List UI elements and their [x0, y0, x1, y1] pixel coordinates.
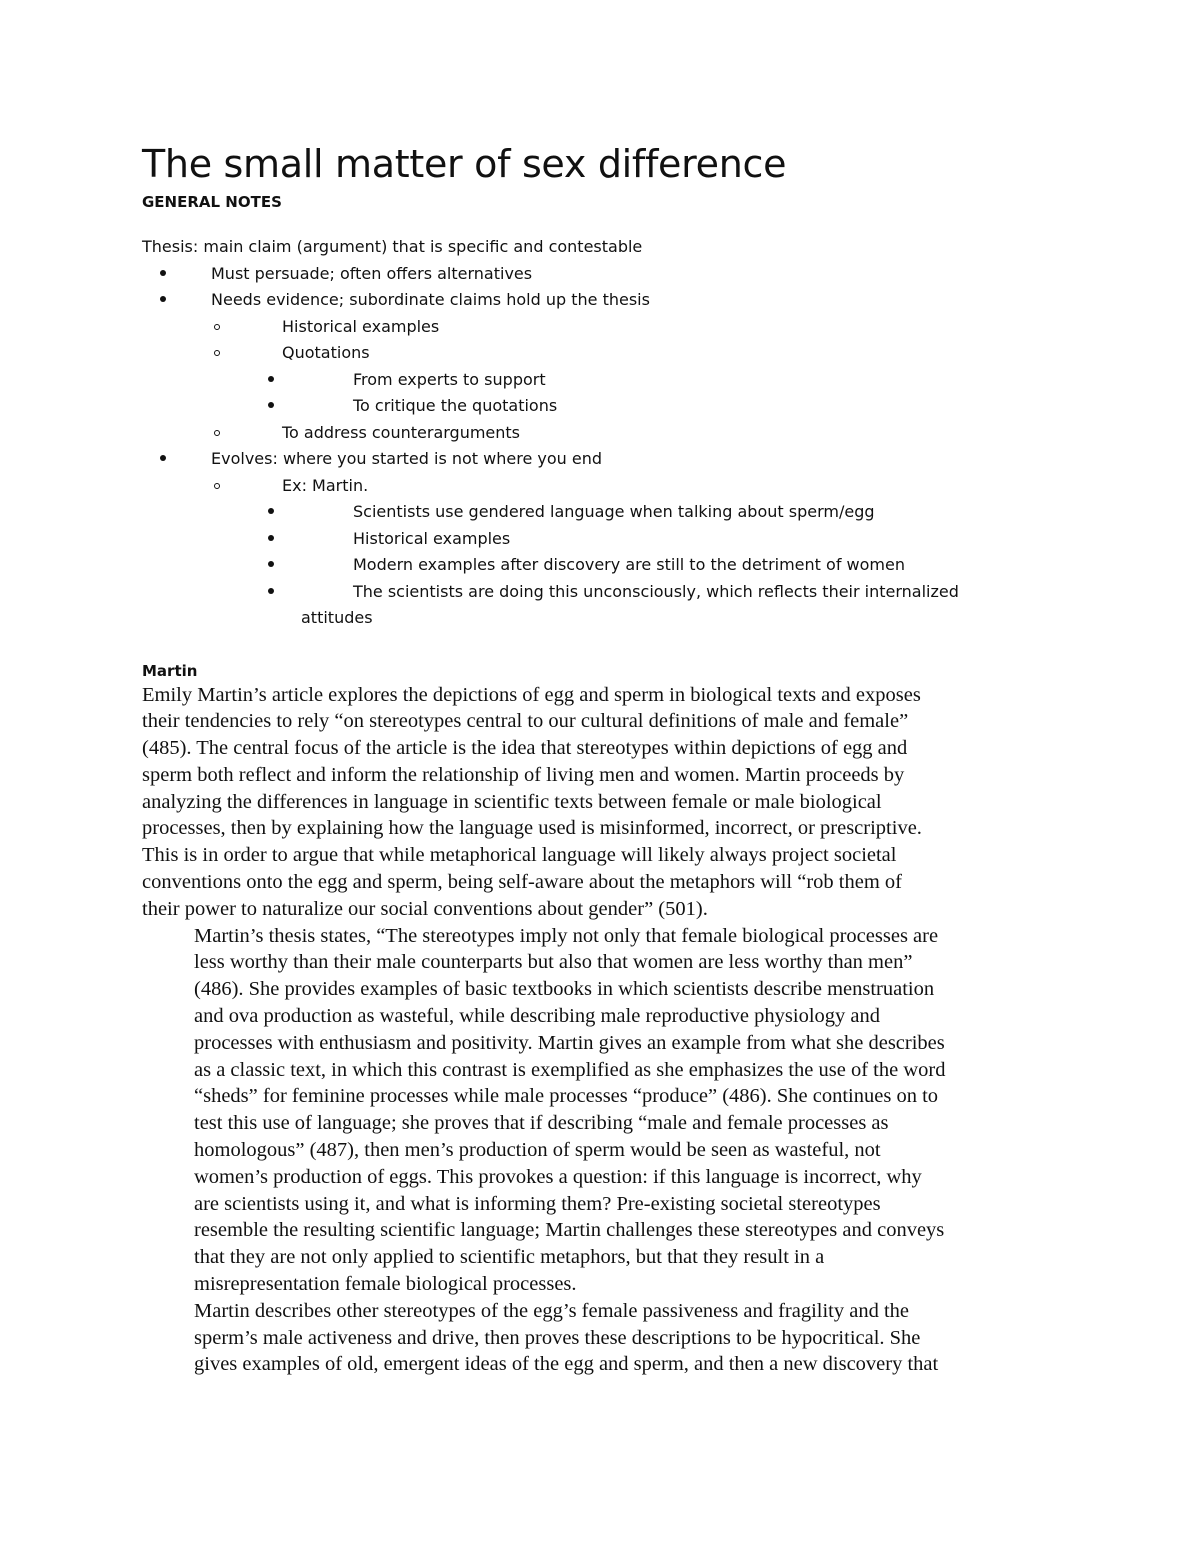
- text-line: their tendencies to rely “on stereotypes central to our cultural definitions of male and female”: [142, 710, 909, 733]
- text-line: as a classic text, in which this contrast is exemplified as she emphasizes the use of the word: [194, 1058, 946, 1081]
- bullet-dot-icon: [268, 535, 274, 541]
- notes-item-text: The scientists are doing this unconsciously, which reflects their internalized: [353, 581, 959, 601]
- notes-item-text: Thesis: main claim (argument) that is specific and contestable: [142, 237, 643, 256]
- notes-item-text: Historical examples: [353, 528, 511, 548]
- document-title: The small matter of sex difference: [142, 142, 787, 186]
- text-line: and ova production as wasteful, while describing male reproductive physiology and: [194, 1005, 880, 1028]
- text-line: analyzing the differences in language in scientific texts between female or male biological: [142, 790, 882, 813]
- text-line: test this use of language; she proves that if describing “male and female processes as: [194, 1112, 889, 1135]
- notes-list-item: [142, 499, 1062, 526]
- text-line: gives examples of old, emergent ideas of the egg and sperm, and then a new discovery that: [194, 1353, 939, 1376]
- bullet-circle-icon: [214, 483, 220, 489]
- notes-item-text: Ex: Martin.: [282, 475, 369, 495]
- text-line: women’s production of eggs. This provokes a question: if this language is incorrect, why: [194, 1165, 922, 1188]
- notes-item-text: Scientists use gendered language when talking about sperm/egg: [353, 502, 875, 521]
- text-line: homologous” (487), then men’s production of sperm would be seen as wasteful, not: [194, 1139, 881, 1162]
- text-line: sperm’s male activeness and drive, then proves these descriptions to be hypocritical. She: [194, 1326, 921, 1349]
- text-line: resemble the resulting scientific language; Martin challenges these stereotypes and conveys: [194, 1219, 945, 1242]
- text-line: that they are not only applied to scientific metaphors, but that they result in a: [194, 1246, 825, 1269]
- text-line: processes with enthusiasm and positivity. Martin gives an example from what she describes: [194, 1031, 945, 1054]
- text-line: processes, then by explaining how the language used is misinformed, incorrect, or prescriptive.: [142, 817, 922, 840]
- text-line: less worthy than their male counterparts but also that women are less worthy than men”: [194, 951, 913, 974]
- paragraph-2: [142, 923, 1062, 1298]
- notes-list-item: [142, 367, 1062, 394]
- text-line: Martin’s thesis states, “The stereotypes imply not only that female biological processes are: [194, 924, 939, 947]
- notes-list-item: [142, 446, 1062, 473]
- notes-list-item: [142, 605, 1062, 632]
- bullet-dot-icon: [160, 270, 166, 276]
- notes-list-item: [142, 526, 1062, 553]
- text-line: This is in order to argue that while metaphorical language will likely always project societal: [142, 844, 897, 867]
- bullet-dot-icon: [268, 376, 274, 382]
- text-line: Martin describes other stereotypes of the egg’s female passiveness and fragility and the: [194, 1299, 909, 1322]
- general-notes-list: [142, 234, 1062, 632]
- notes-list-item: [142, 314, 1062, 341]
- text-line: misrepresentation female biological processes.: [194, 1273, 577, 1296]
- bullet-dot-icon: [268, 588, 274, 594]
- notes-item-text: From experts to support: [353, 369, 546, 389]
- bullet-dot-icon: [268, 402, 274, 408]
- notes-item-text: To address counterarguments: [282, 422, 521, 442]
- bullet-circle-icon: [214, 350, 220, 356]
- bullet-dot-icon: [268, 508, 274, 514]
- notes-item-text: Quotations: [282, 343, 370, 362]
- notes-list-item: [142, 420, 1062, 447]
- paragraph-3: [142, 1298, 1062, 1378]
- text-line: sperm both reflect and inform the relationship of living men and women. Martin proceeds by: [142, 763, 905, 786]
- text-line: (486). She provides examples of basic textbooks in which scientists describe menstruation: [194, 978, 935, 1001]
- notes-item-text: Historical examples: [282, 316, 440, 336]
- notes-item-text: Must persuade; often offers alternatives: [211, 263, 533, 283]
- bullet-dot-icon: [268, 561, 274, 567]
- bullet-dot-icon: [160, 455, 166, 461]
- text-line: their power to naturalize our social conventions about gender” (501).: [142, 897, 708, 920]
- document-subtitle: GENERAL NOTES: [142, 193, 282, 211]
- bullet-circle-icon: [214, 430, 220, 436]
- document-page: [142, 138, 1062, 1378]
- notes-list-item: [142, 261, 1062, 288]
- notes-list-item: [142, 234, 1062, 261]
- text-line: (485). The central focus of the article is the idea that stereotypes within depictions of egg and: [142, 737, 908, 760]
- section-heading: Martin: [142, 661, 198, 680]
- text-line: “sheds” for feminine processes while male processes “produce” (486). She continues on to: [194, 1085, 939, 1108]
- bullet-dot-icon: [160, 296, 166, 302]
- notes-list-item: [142, 287, 1062, 314]
- notes-item-text: Evolves: where you started is not where you end: [211, 449, 603, 468]
- notes-item-text: attitudes: [301, 608, 373, 627]
- notes-item-text: Modern examples after discovery are still to the detriment of women: [353, 555, 905, 574]
- notes-list-item: [142, 552, 1062, 579]
- notes-item-text: Needs evidence; subordinate claims hold up the thesis: [211, 290, 650, 309]
- paragraph-1: [142, 682, 1062, 923]
- notes-list-item: [142, 579, 1062, 606]
- notes-list-item: [142, 473, 1062, 500]
- text-line: Emily Martin’s article explores the depictions of egg and sperm in biological texts and exposes: [142, 683, 921, 706]
- bullet-circle-icon: [214, 324, 220, 330]
- notes-list-item: [142, 340, 1062, 367]
- notes-item-text: To critique the quotations: [353, 396, 558, 415]
- text-line: are scientists using it, and what is informing them? Pre-existing societal stereotypes: [194, 1192, 881, 1215]
- notes-list-item: [142, 393, 1062, 420]
- text-line: conventions onto the egg and sperm, being self-aware about the metaphors will “rob them of: [142, 871, 902, 894]
